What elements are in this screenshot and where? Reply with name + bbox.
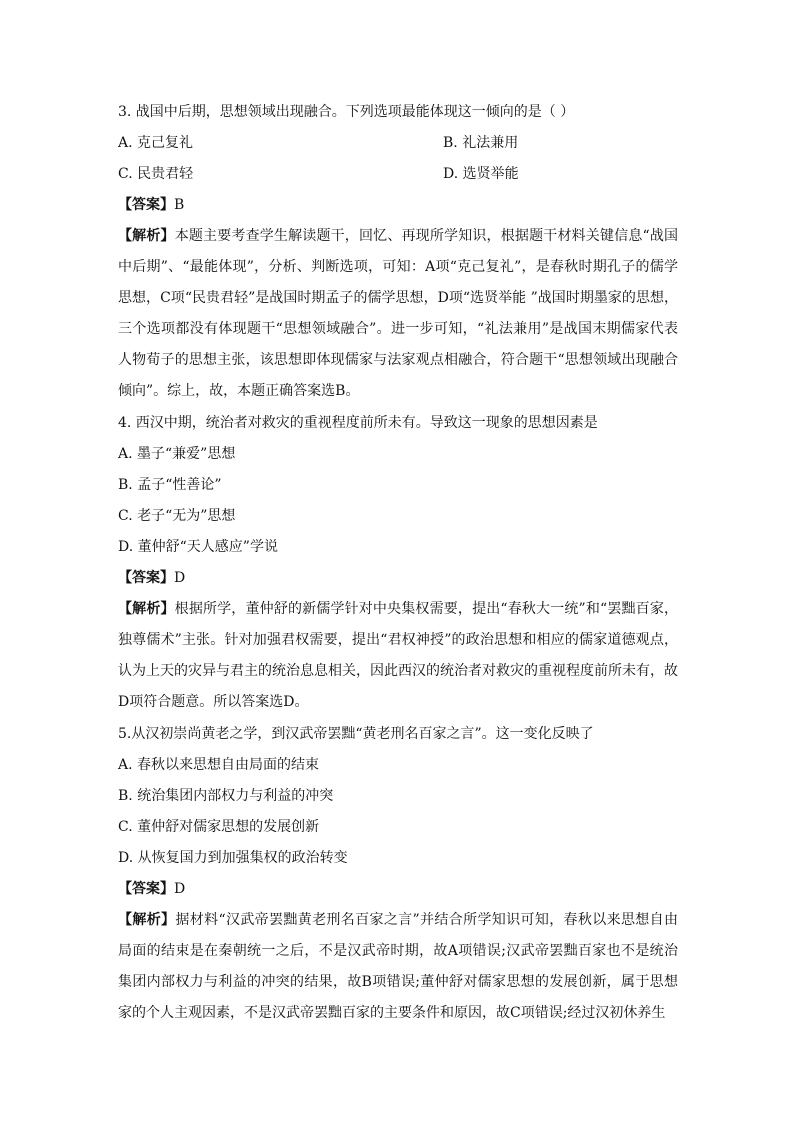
question-5-analysis <box>118 905 678 1029</box>
question-5-answer <box>118 879 678 899</box>
question-4-answer <box>118 568 678 588</box>
answer-label: 【答案】 <box>118 881 174 897</box>
question-3-option-d: D. 选贤举能 <box>443 166 519 182</box>
question-4-option-a: A. 墨子“兼爱”思想 <box>118 446 236 462</box>
analysis-text: 根据所学，董仲舒的新儒学针对中央集权需要，提出“春秋大一统”和“罢黜百家，独尊儒术”主张。针对加强君权需要，提出“君权神授”的政治思想和相应的儒家道德观点，认为上天的灾异与君主的统治息息相关，因此西汉的统治者对救灾的重视程度前所未有，故D项符合题意。所以答案选D。 <box>118 601 678 710</box>
question-3-option-a: A. 克己复礼 <box>118 135 194 151</box>
analysis-label: 【解析】 <box>118 228 175 244</box>
question-5-option-a: A. 春秋以来思想自由局面的结束 <box>118 757 320 773</box>
question-3-stem: 3. 战国中后期，思想领域出现融合。下列选项最能体现这一倾向的是（ ） <box>118 104 575 120</box>
question-5-option-c: C. 董仲舒对儒家思想的发展创新 <box>118 819 320 835</box>
question-4-option-d: D. 董仲舒“天人感应”学说 <box>118 539 278 555</box>
question-5-stem: 5.从汉初崇尚黄老之学，到汉武帝罢黜“黄老刑名百家之言”。这一变化反映了 <box>118 726 594 742</box>
question-3-analysis <box>118 221 678 407</box>
answer-value: B <box>174 197 185 213</box>
question-4-option-c: C. 老子“无为”思想 <box>118 508 236 524</box>
question-5-option-b: B. 统治集团内部权力与利益的冲突 <box>118 788 334 804</box>
answer-label: 【答案】 <box>118 570 174 586</box>
answer-label: 【答案】 <box>118 197 174 213</box>
answer-value: D <box>174 570 186 586</box>
question-4-option-b: B. 孟子“性善论” <box>118 477 222 493</box>
question-5-option-d: D. 从恢复国力到加强集权的政治转变 <box>118 850 348 866</box>
analysis-text: 本题主要考查学生解读题干，回忆、再现所学知识，根据题干材料关键信息“战国中后期”、“最能体现”，分析、判断选项，可知：A项“克己复礼”，是春秋时期孔子的儒学思想，C项“民贵君轻”是战国时期孟子的儒学思想，D项“选贤举能 ”战国时期墨家的思想，三个选项都没有体现题干“思想领域融合”。进一步可知，“礼法兼用”是战国末期儒家代表人物荀子的思想主张，该思想即体现儒家与法家观点相融合，符合题干“思想领域出现融合倾向”。综上，故，本题正确答案选B。 <box>118 228 679 399</box>
analysis-label: 【解析】 <box>118 601 175 617</box>
analysis-label: 【解析】 <box>118 912 176 928</box>
question-3-option-b: B. 礼法兼用 <box>443 135 519 151</box>
question-4-stem: 4. 西汉中期，统治者对救灾的重视程度前所未有。导致这一现象的思想因素是 <box>118 415 598 431</box>
question-3-option-c: C. 民贵君轻 <box>118 166 194 182</box>
question-3-answer <box>118 195 678 215</box>
answer-value: D <box>174 881 186 897</box>
question-4-analysis <box>118 594 678 718</box>
analysis-text: 据材料“汉武帝罢黜黄老刑名百家之言”并结合所学知识可知，春秋以来思想自由局面的结束是在秦朝统一之后，不是汉武帝时期，故A项错误;汉武帝罢黜百家也不是统治集团内部权力与利益的冲突的结果，故B项错误;董仲舒对儒家思想的发展创新，属于思想家的个人主观因素，不是汉武帝罢黜百家的主要条件和原因，故C项错误;经过汉初休养生 <box>118 912 679 1021</box>
